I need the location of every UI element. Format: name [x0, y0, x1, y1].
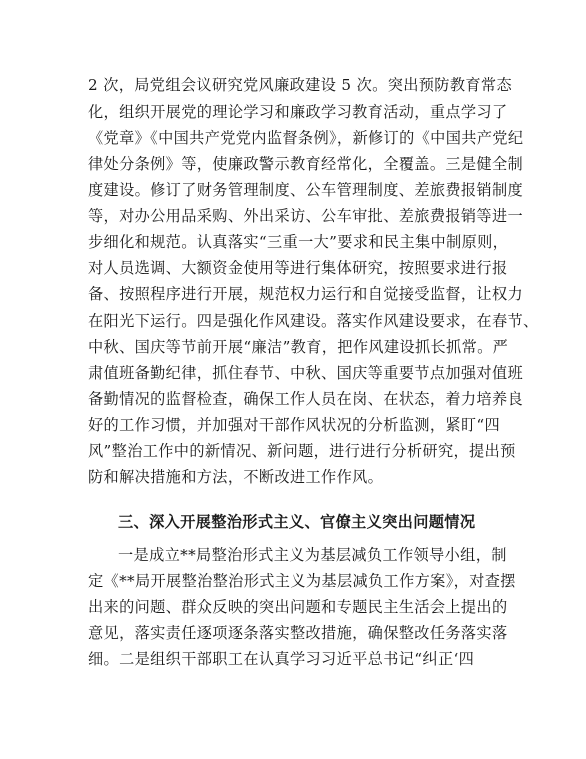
paragraph-line: 《党章》《中国共产党党内监督条例》，新修订的《中国共产党纪 — [88, 129, 524, 147]
paragraph-line: 律处分条例》等，使廉政警示教育经常化，全覆盖。三是健全制 — [88, 155, 524, 173]
paragraph-line: 等，对办公用品采购、外出采访、公车审批、差旅费报销等进一 — [88, 207, 524, 225]
paragraph-line: 中秋、国庆等节前开展“廉洁”教育，把作风建设抓长抓常。严 — [88, 338, 509, 356]
paragraph-line: 防和解决措施和方法，不断改进工作作风。 — [88, 468, 384, 486]
paragraph-line: 定《**局开展整治整治形式主义为基层减负工作方案》，对查摆 — [88, 572, 516, 590]
paragraph-line: 对人员选调、大额资金使用等进行集体研究，按照要求进行报 — [88, 259, 508, 277]
paragraph-line: 化，组织开展党的理论学习和廉政学习教育活动，重点学习了 — [88, 103, 508, 121]
paragraph-line: 在阳光下运行。四是强化作风建设。落实作风建设要求，在春节、 — [88, 312, 539, 330]
section-heading: 三、深入开展整治形式主义、官僚主义突出问题情况 — [118, 513, 476, 531]
paragraph-line: 步细化和规范。认真落实“三重一大”要求和民主集中制原则， — [88, 233, 509, 251]
paragraph-line: 备勤情况的监督检查，确保工作人员在岗、在状态，着力培养良 — [88, 390, 524, 408]
paragraph-line: 风”整治工作中的新情况、新问题，进行进行分析研究，提出预 — [88, 442, 516, 460]
paragraph-line: 度建设。修订了财务管理制度、公车管理制度、差旅费报销制度 — [88, 181, 524, 199]
paragraph-line: 好的工作习惯，并加强对干部作风状况的分析监测，紧盯“四 — [88, 416, 501, 434]
paragraph-line: 备、按照程序进行开展，规范权力运行和自觉接受监督，让权力 — [88, 285, 524, 303]
paragraph-line: 细。二是组织干部职工在认真学习习近平总书记“纠正‘四 — [88, 650, 475, 668]
paragraph-line: 出来的问题、群众反映的突出问题和专题民主生活会上提出的 — [88, 598, 508, 616]
paragraph-line: 一是成立**局整治形式主义为基层减负工作领导小组，制 — [118, 546, 507, 564]
paragraph-line: 意见，落实责任逐项逐条落实整改措施，确保整改任务落实落 — [88, 624, 508, 642]
paragraph-line: 2 次，局党组会议研究党风廉政建设 5 次。突出预防教育常态 — [88, 76, 512, 94]
paragraph-line: 肃值班备勤纪律，抓住春节、中秋、国庆等重要节点加强对值班 — [88, 364, 524, 382]
